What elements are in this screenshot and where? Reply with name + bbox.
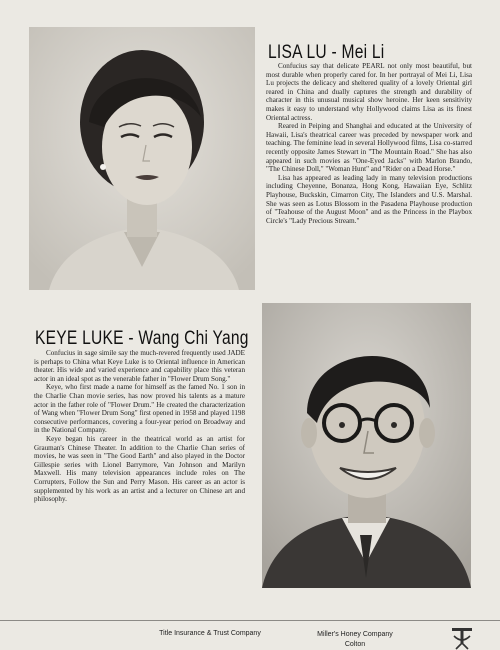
keye-luke-bio-paragraph: Confucius in sage simile say the much-revered frequently used JADE is perhaps to China what Keye Luke is to Oriental influence in American theater. His wide and varied experience and capability place this veteran actor in an ideal spot as the venerable father in "Flower Drum Song." — [34, 349, 245, 383]
lisa-lu-bio-paragraph: Reared in Peiping and Shanghai and educated at the University of Hawaii, Lisa's theatrical career was preceded by newspaper work and teaching. The feminine lead in several Hollywood films, Lisa co-starred recently opposite James Stewart in "The Mountain Road." She has also appeared in such movies as "One-Eyed Jacks" with Marlon Brando, "The Chinese Doll," "Woman Hunt" and "Rider on a Dead Horse." — [266, 122, 472, 174]
lisa-lu-photo — [29, 27, 255, 290]
sponsor-city: Colton — [344, 641, 366, 648]
trust-company-logo-icon — [448, 626, 476, 650]
keye-luke-name-heading: KEYE LUKE - Wang Chi Yang — [35, 328, 249, 349]
keye-luke-bio — [34, 349, 245, 504]
lisa-lu-bio-paragraph: Lisa has appeared as leading lady in many television productions including Cheyenne, Bonanza, Hong Kong, Hawaiian Eye, Schlitz Playhouse, Buckskin, Cimarron City, The Islanders and U.S. Marshal. She was seen as Lotus Blossom in the Pasadena Playhouse production of "Teahouse of the August Moon" and as the Princess in the Playbox Circle's "Lady Precious Stream." — [266, 173, 472, 225]
lisa-lu-bio — [266, 62, 472, 225]
footer-divider — [0, 620, 500, 621]
lisa-lu-name-heading: LISA LU - Mei Li — [268, 42, 385, 63]
sponsor-millers-honey — [300, 630, 410, 650]
keye-luke-bio-paragraph: Keye began his career in the theatrical world as an artist for Grauman's Chinese Theater. In addition to the Charlie Chan series of movies, he was seen in "The Good Earth" and also played in the Doctor Gillespie series with Lionel Barrymore, Van Johnson and Marilyn Maxwell. His many television appearances include roles on The Corrupters, Follow the Sun and Perry Mason. His career as an actor is supplemented by his work as an artist and a lecturer on Chinese art and philosophy. — [34, 434, 245, 504]
keye-luke-photo — [262, 303, 471, 588]
lisa-lu-bio-paragraph: Confucius say that delicate PEARL not only most beautiful, but most durable when properly cared for. In her portrayal of Mei Li, Lisa Lu projects the delicacy and sheltered quality of a lovely Oriental girl reared in China and dually captures the strength and durability of character in this unusual musical show heroine. Her keen sensitivity makes it easy to understand why Hollywood claims Lisa as its finest Oriental actress. — [266, 62, 472, 122]
sponsor-name: Miller's Honey Company — [317, 631, 393, 638]
keye-luke-bio-paragraph: Keye, who first made a name for himself as the famed No. 1 son in the Charlie Chan movie series, has now proved his talents as a mature actor in the father role of "Flower Drum." He created the characterization of Wang when "Flower Drum Song" first opened in 1958 and played 1198 consecutive performances, covering a four-year period on Broadway and in the National Company. — [34, 383, 245, 435]
sponsor-title-insurance: Title Insurance & Trust Company — [159, 630, 261, 637]
